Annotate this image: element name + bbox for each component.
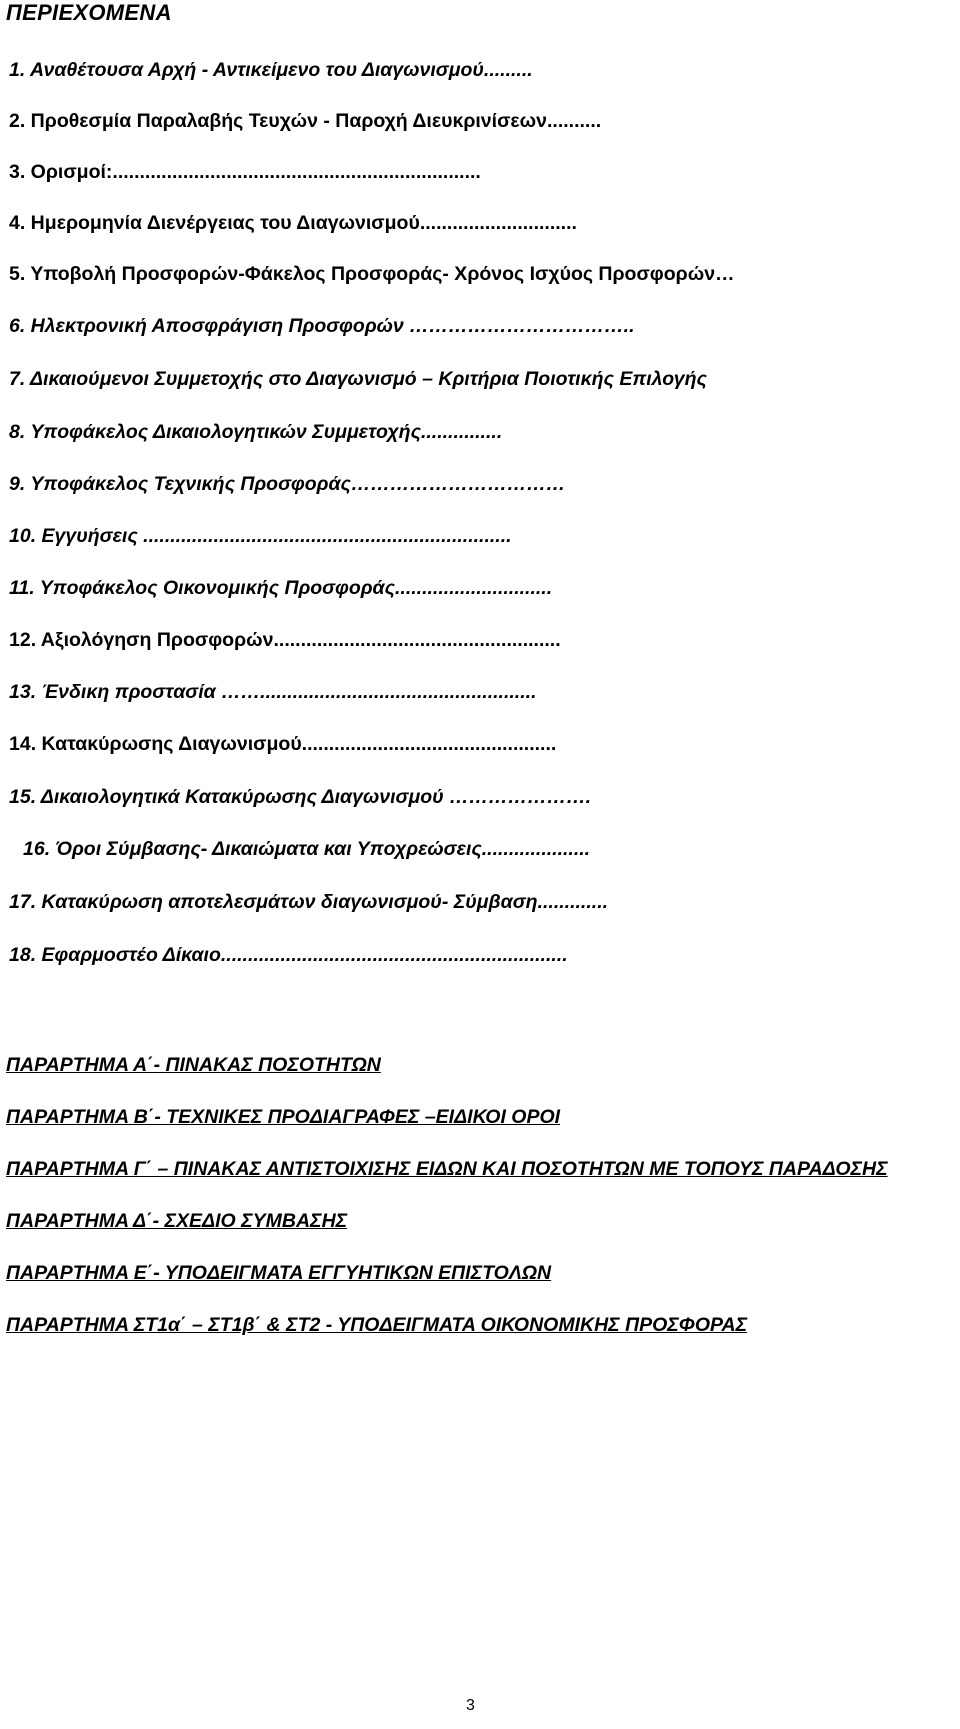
annex-c: ΠΑΡΑΡΤΗΜΑ Γ΄ – ΠΙΝΑΚΑΣ ΑΝΤΙΣΤΟΙΧΙΣΗΣ ΕΙΔΩΝ ΚΑΙ ΠΟΣΟΤΗΤΩΝ ΜΕ ΤΟΠΟΥΣ ΠΑΡΑΔΟΣΗΣ bbox=[6, 1158, 888, 1180]
annex-d: ΠΑΡΑΡΤΗΜΑ Δ΄- ΣΧΕΔΙΟ ΣΥΜΒΑΣΗΣ bbox=[6, 1210, 348, 1232]
toc-item-10: 10. Εγγυήσεις .................................................................... bbox=[9, 525, 512, 547]
page-title: ΠΕΡΙΕΧΟΜΕΝΑ bbox=[6, 0, 172, 25]
toc-item-4: 4. Ημερομηνία Διενέργειας του Διαγωνισμού............................. bbox=[9, 212, 577, 234]
annex-f: ΠΑΡΑΡΤΗΜΑ ΣΤ1α΄ – ΣΤ1β΄ & ΣΤ2 - ΥΠΟΔΕΙΓΜΑΤΑ ΟΙΚΟΝΟΜΙΚΗΣ ΠΡΟΣΦΟΡΑΣ bbox=[6, 1314, 748, 1336]
toc-item-13: 13. Ένδικη προστασία ……................................................... bbox=[9, 681, 537, 703]
toc-item-2: 2. Προθεσμία Παραλαβής Τευχών - Παροχή Διευκρινίσεων.......... bbox=[9, 110, 602, 132]
annex-a: ΠΑΡΑΡΤΗΜΑ Α΄- ΠΙΝΑΚΑΣ ΠΟΣΟΤΗΤΩΝ bbox=[6, 1054, 381, 1076]
toc-item-14: 14. Κατακύρωσης Διαγωνισμού............................................... bbox=[9, 733, 557, 755]
annex-b: ΠΑΡΑΡΤΗΜΑ Β΄- ΤΕΧΝΙΚΕΣ ΠΡΟΔΙΑΓΡΑΦΕΣ –ΕΙΔΙΚΟΙ ΟΡΟΙ bbox=[6, 1106, 561, 1128]
toc-item-7: 7. Δικαιούμενοι Συμμετοχής στο Διαγωνισμό – Κριτήρια Ποιοτικής Επιλογής bbox=[9, 368, 707, 390]
toc-item-12: 12. Αξιολόγηση Προσφορών..................................................... bbox=[9, 629, 561, 651]
toc-item-6: 6. Ηλεκτρονική Αποσφράγιση Προσφορών …………………………….. bbox=[9, 315, 635, 337]
toc-item-3: 3. Ορισμοί:.................................................................... bbox=[9, 161, 481, 183]
toc-item-9: 9. Υποφάκελος Τεχνικής Προσφοράς…………………………… bbox=[9, 473, 566, 495]
toc-item-18: 18. Εφαρμοστέο Δίκαιο................................................................ bbox=[9, 944, 568, 966]
toc-item-8: 8. Υποφάκελος Δικαιολογητικών Συμμετοχής............... bbox=[9, 421, 503, 443]
toc-item-5: 5. Υποβολή Προσφορών-Φάκελος Προσφοράς- Χρόνος Ισχύος Προσφορών… bbox=[9, 263, 735, 285]
toc-item-16: 16. Όροι Σύμβασης- Δικαιώματα και Υποχρεώσεις.................... bbox=[23, 838, 591, 860]
annex-e: ΠΑΡΑΡΤΗΜΑ Ε΄- ΥΠΟΔΕΙΓΜΑΤΑ ΕΓΓΥΗΤΙΚΩΝ ΕΠΙΣΤΟΛΩΝ bbox=[6, 1262, 552, 1284]
toc-item-17: 17. Κατακύρωση αποτελεσμάτων διαγωνισμού- Σύμβαση............. bbox=[9, 891, 609, 913]
page-number: 3 bbox=[466, 1697, 475, 1714]
toc-item-1: 1. Αναθέτουσα Αρχή - Αντικείμενο του Διαγωνισμού......... bbox=[9, 59, 533, 81]
toc-item-11: 11. Υποφάκελος Οικονομικής Προσφοράς............................. bbox=[9, 577, 553, 599]
toc-item-15: 15. Δικαιολογητικά Κατακύρωσης Διαγωνισμού …………………. bbox=[9, 786, 591, 808]
